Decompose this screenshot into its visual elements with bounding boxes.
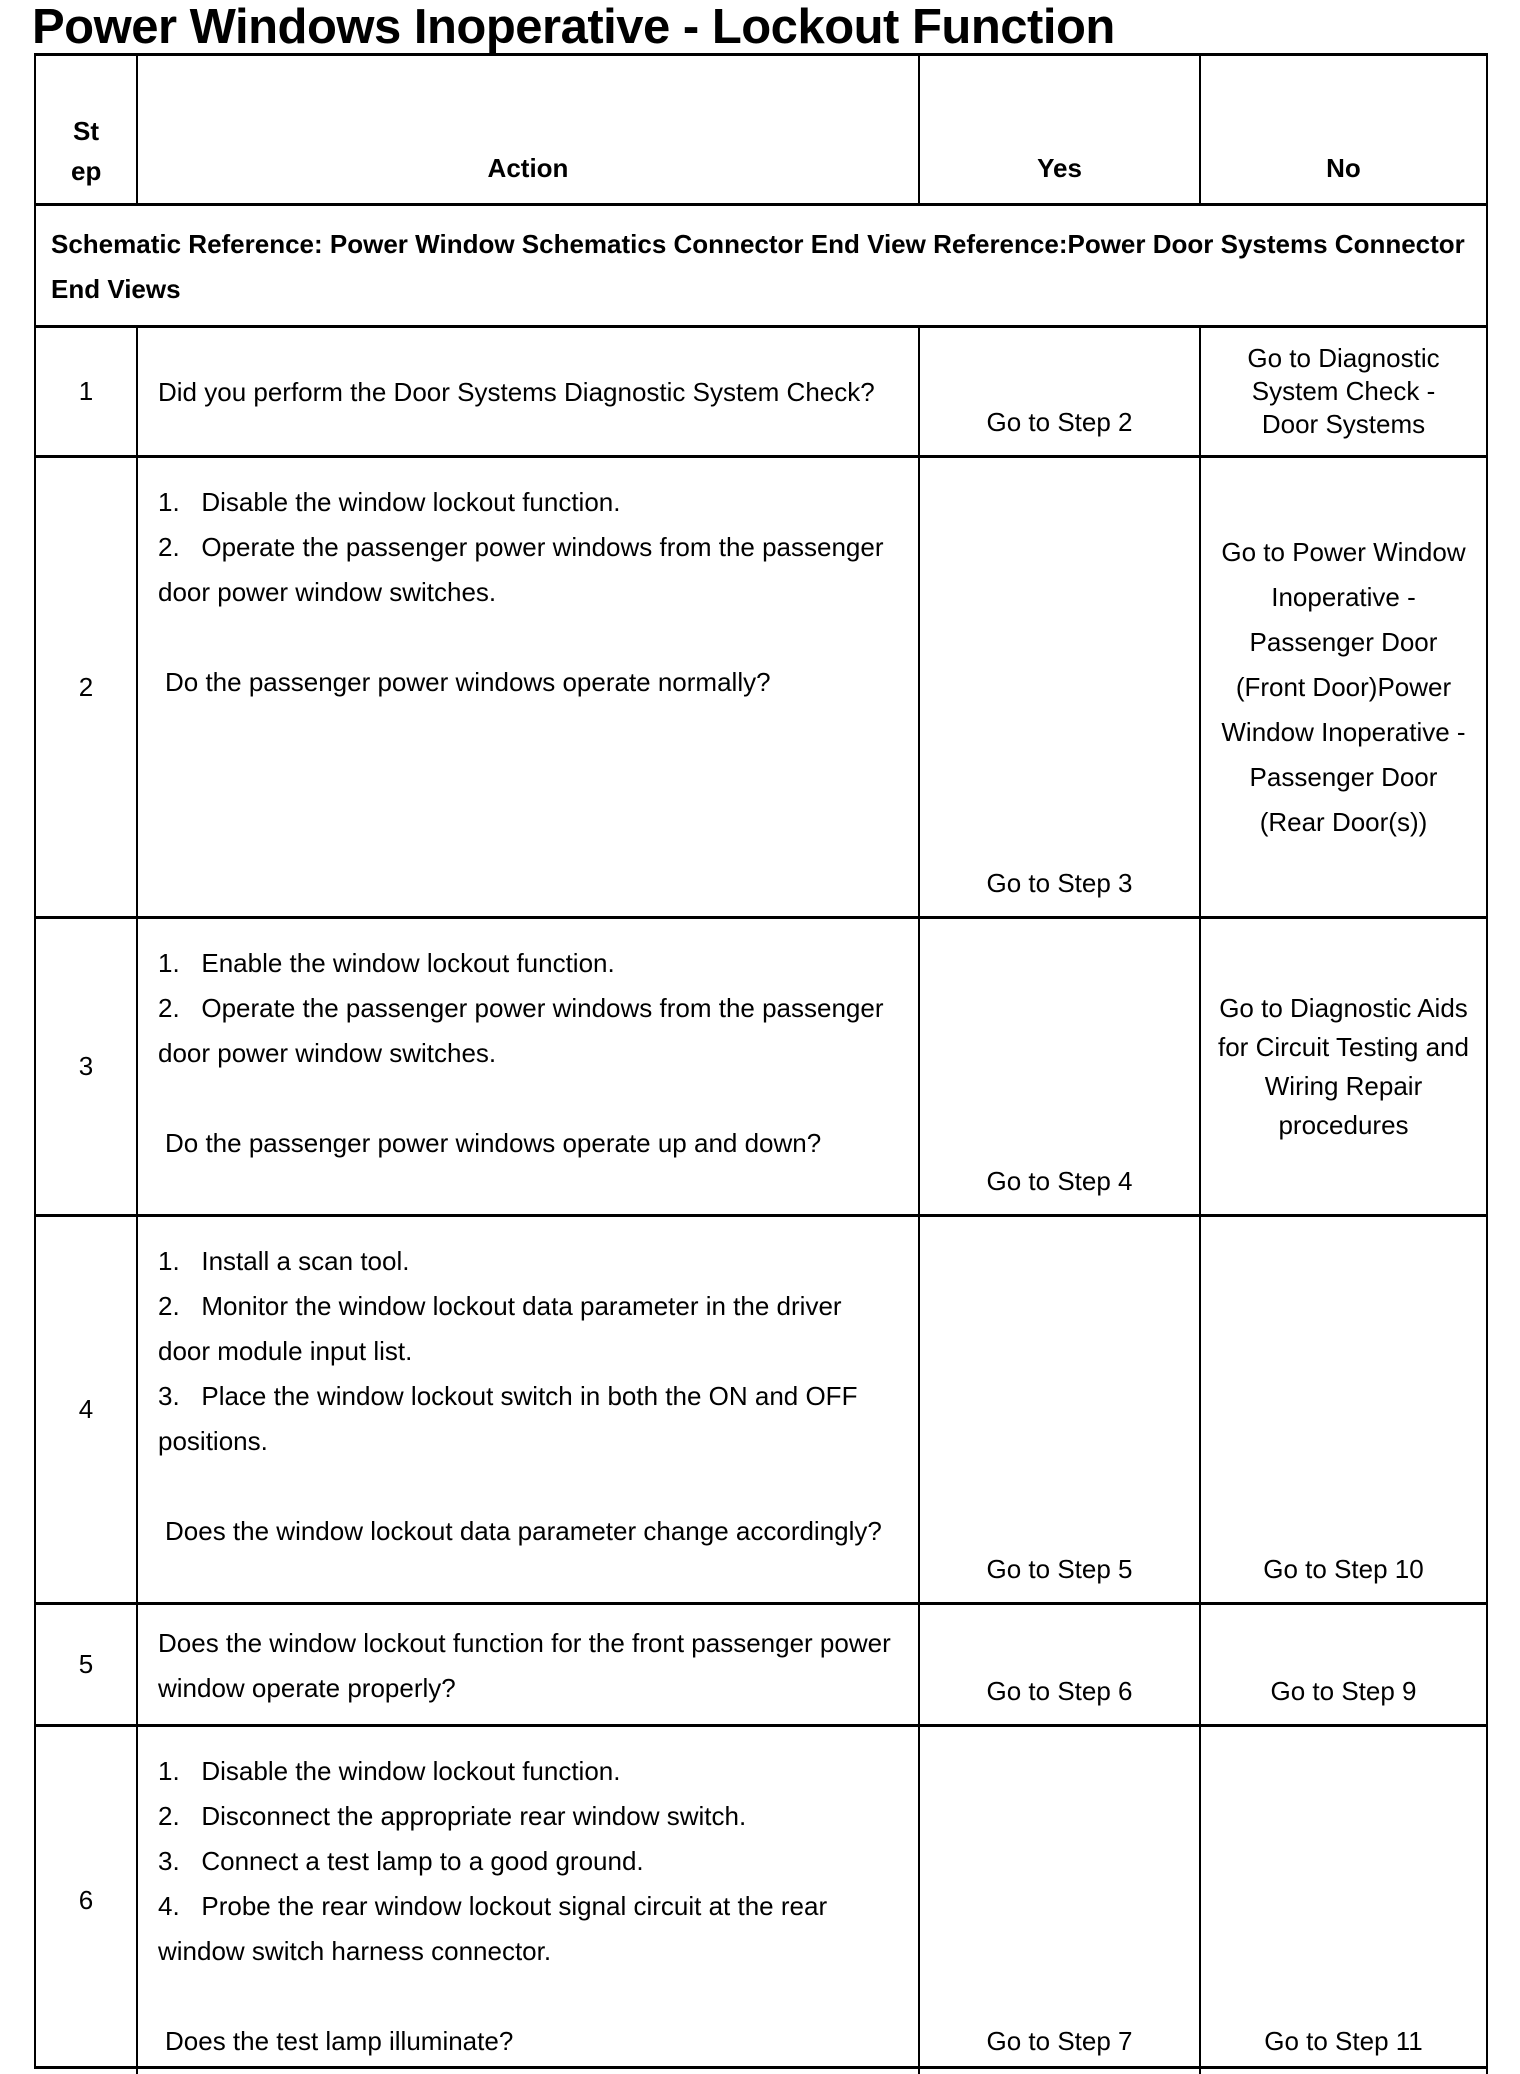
action-step: 3. Place the window lockout switch in both the ON and OFF positions. (158, 1381, 865, 1456)
action-cell (138, 1727, 920, 2074)
table-row (36, 328, 1488, 458)
schematic-reference: Schematic Reference: Power Window Schematics Connector End View Reference:Power Door Systems Connector End Views (36, 206, 1488, 328)
action-question: Did you perform the Door Systems Diagnostic System Check? (158, 377, 875, 407)
action-step: 1. Enable the window lockout function. (158, 948, 615, 978)
table-row (36, 1727, 1488, 2069)
step-number: 2 (36, 458, 138, 916)
diagnostic-table (34, 53, 1488, 2069)
action-question: Does the test lamp illuminate? (165, 2026, 514, 2056)
action-step: 1. Disable the window lockout function. (158, 1756, 621, 1786)
action-cell (138, 1605, 920, 1724)
action-question: Do the passenger power windows operate normally? (165, 667, 771, 697)
yes-result: Go to Step 2 (920, 328, 1201, 455)
yes-result: Go to Step 5 (920, 1217, 1201, 1602)
yes-result: Go to Step 4 (920, 919, 1201, 1214)
no-result: Go to Diagnostic Aids for Circuit Testing and Wiring Repair procedures (1201, 919, 1488, 1214)
action-question: Do the passenger power windows operate up and down? (165, 1128, 822, 1158)
no-result: Go to Step 10 (1201, 1217, 1488, 1602)
yes-result: Go to Step 6 (920, 1605, 1201, 1724)
header-yes: Yes (920, 56, 1201, 203)
no-result: Go to Step 9 (1201, 1605, 1488, 1724)
step-number: 5 (36, 1605, 138, 1724)
action-cell (138, 1217, 920, 1602)
action-step: 2. Monitor the window lockout data parameter in the driver door module input list. (158, 1291, 849, 1366)
step-number: 3 (36, 919, 138, 1214)
no-result: Go to Step 11 (1201, 1727, 1488, 2074)
action-question: Does the window lockout function for the front passenger power window operate properly? (158, 1627, 898, 1703)
step-number: 6 (36, 1727, 138, 2074)
table-row (36, 1217, 1488, 1605)
action-step: 1. Install a scan tool. (158, 1246, 410, 1276)
step-number: 4 (36, 1217, 138, 1602)
action-step: 3. Connect a test lamp to a good ground. (158, 1846, 644, 1876)
table-row (36, 458, 1488, 919)
yes-result: Go to Step 7 (920, 1727, 1201, 2074)
no-result: Go to Diagnostic System Check - Door Systems (1201, 328, 1488, 455)
action-cell (138, 328, 920, 455)
step-number: 1 (36, 328, 138, 455)
action-step: 2. Operate the passenger power windows from the passenger door power window switches. (158, 993, 891, 1068)
action-step: 2. Operate the passenger power windows from the passenger door power window switches. (158, 532, 891, 607)
action-cell (138, 919, 920, 1214)
action-step: 2. Disconnect the appropriate rear window switch. (158, 1801, 747, 1831)
table-header (36, 56, 1488, 206)
action-step: 1. Disable the window lockout function. (158, 487, 621, 517)
header-action: Action (138, 56, 920, 203)
action-cell (138, 458, 920, 916)
table-row (36, 919, 1488, 1217)
action-question: Does the window lockout data parameter change accordingly? (165, 1516, 882, 1546)
no-result: Go to Power Window Inoperative - Passenger Door (Front Door)Power Window Inoperative - Passenger Door (Rear Door(s)) (1201, 458, 1488, 916)
header-step: St ep (36, 56, 138, 203)
action-step: 4. Probe the rear window lockout signal circuit at the rear window switch harness connector. (158, 1891, 835, 1966)
table-row (36, 1605, 1488, 1727)
header-no: No (1201, 56, 1488, 203)
schematic-row (36, 206, 1488, 328)
page-title: Power Windows Inoperative - Lockout Function (32, 0, 1115, 54)
yes-result: Go to Step 3 (920, 458, 1201, 916)
